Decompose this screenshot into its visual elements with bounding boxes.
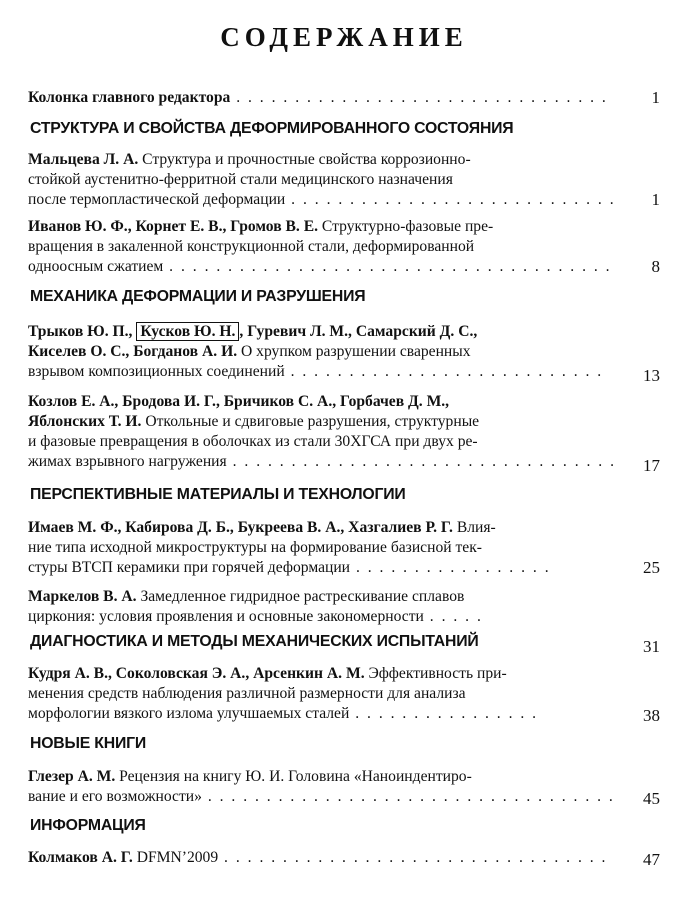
page-number: 47 (643, 850, 660, 869)
entry-title: DFMN’2009 (132, 849, 219, 866)
toc-entry-editor-column (28, 88, 608, 108)
page-number: 8 (651, 257, 660, 276)
entry-title: О хрупком разрушении сваренных (237, 343, 471, 360)
leader-dots: . . . . . . . . . . . . . . . . . . . . . . . . . . . . . . . . (230, 89, 608, 106)
entry-authors: Мальцева Л. А. (28, 151, 139, 168)
toc-entry-line (28, 767, 472, 787)
entry-authors: Киселев О. С., Богданов А. И. (28, 343, 238, 360)
entry-title: Рецензия на книгу Ю. И. Головина «Наноиндентиро- (115, 768, 472, 785)
entry-title: Откольные и сдвиговые разрушения, структурные (141, 413, 480, 430)
page-number: 38 (643, 706, 660, 725)
toc-entry-line: жимах взрывного нагружения . . . . . . . . . . . . . . . . . . . . . . . . . . . . . . . . . (28, 453, 616, 470)
leader-dots: . . . . . . . . . . . . . . . . . . . . . . . . . . . . . . . . . . . . . . (163, 258, 612, 275)
leader-dots: . . . . . (423, 608, 483, 625)
toc-entry-line (28, 150, 471, 170)
entry-authors: Трыков Ю. П., (28, 323, 133, 340)
entry-authors: Козлов Е. А., Бродова И. Г., Бричиков С. А., Горбачев Д. М., (28, 393, 450, 410)
section-heading: НОВЫЕ КНИГИ (30, 735, 147, 752)
toc-entry-line: вание и его возможности» . . . . . . . . . . . . . . . . . . . . . . . . . . . . . . . . . . . (28, 788, 615, 805)
entry-authors: Иванов Ю. Ф., Корнет Е. В., Громов В. Е. (28, 218, 319, 235)
toc-entry-line (28, 587, 464, 607)
page-number: 13 (643, 366, 660, 385)
page-title: СОДЕРЖАНИЕ (220, 22, 468, 52)
entry-authors: Кудря А. В., Соколовская Э. А., Арсенкин А. М. (28, 665, 365, 682)
section-heading: ИНФОРМАЦИЯ (30, 817, 146, 834)
entry-title: Эффективность при- (364, 665, 507, 682)
toc-entry-line (28, 664, 507, 684)
entry-authors: Колмаков А. Г. (28, 849, 133, 866)
page-number: 45 (643, 789, 660, 808)
leader-dots: . . . . . . . . . . . . . . . . . . . . . . . . . . . . . . . . . (218, 849, 608, 866)
section-heading: СТРУКТУРА И СВОЙСТВА ДЕФОРМИРОВАННОГО СОСТОЯНИЯ (30, 120, 514, 137)
entry-authors: Имаев М. Ф., Кабирова Д. Б., Букреева В. А., Хазгалиев Р. Г. (28, 519, 453, 536)
toc-entry-line: ние типа исходной микроструктуры на формирование базисной тек- (28, 539, 482, 556)
toc-entry-line: менения средств наблюдения различной размерности для анализа (28, 685, 466, 702)
entry-authors: , Гуревич Л. М., Самарский Д. С., (239, 323, 478, 340)
leader-dots: . . . . . . . . . . . . . . . . . . . . . . . . . . . . (285, 191, 616, 208)
section-heading: ПЕРСПЕКТИВНЫЕ МАТЕРИАЛЫ И ТЕХНОЛОГИИ (30, 486, 406, 503)
page-number: 17 (643, 456, 660, 475)
leader-dots: . . . . . . . . . . . . . . . . . . . . . . . . . . . (284, 363, 604, 380)
section-heading: МЕХАНИКА ДЕФОРМАЦИИ И РАЗРУШЕНИЯ (30, 288, 366, 305)
toc-entry-line: и фазовые превращения в оболочках из стали 30ХГСА при двух ре- (28, 433, 478, 450)
entry-title: Замедленное гидридное растрескивание сплавов (136, 588, 465, 605)
entry-authors: Яблонских Т. И. (28, 413, 142, 430)
leader-dots: . . . . . . . . . . . . . . . . . (350, 559, 551, 576)
toc-entry-line: стойкой аустенитно-ферритной стали медицинского назначения (28, 171, 453, 188)
entry-authors: Маркелов В. А. (28, 588, 137, 605)
page-number: 31 (643, 637, 660, 656)
toc-entry-line (28, 518, 496, 538)
entry-title: Структура и прочностные свойства коррозионно- (138, 151, 471, 168)
boxed-author: Кусков Ю. Н. (136, 322, 239, 341)
entry-authors: Глезер А. М. (28, 768, 116, 785)
entry-title: Влия- (452, 519, 496, 536)
toc-entry-line (28, 392, 449, 412)
toc-entry-line (28, 217, 493, 237)
table-of-contents (28, 0, 660, 900)
toc-entry-line (28, 412, 479, 432)
page-number: 1 (651, 88, 660, 107)
toc-entry-line: стуры ВТСП керамики при горячей деформации . . . . . . . . . . . . . . . . . (28, 559, 551, 576)
entry-title: Структурно-фазовые пре- (318, 218, 494, 235)
page-number: 25 (643, 558, 660, 577)
toc-entry-line (28, 322, 477, 342)
toc-entry-line: после термопластической деформации . . . . . . . . . . . . . . . . . . . . . . . . . . . . (28, 191, 616, 208)
toc-entry-line (28, 848, 607, 868)
toc-entry-line: взрывом композиционных соединений . . . . . . . . . . . . . . . . . . . . . . . . . . . (28, 363, 604, 380)
leader-dots: . . . . . . . . . . . . . . . . (349, 705, 539, 722)
leader-dots: . . . . . . . . . . . . . . . . . . . . . . . . . . . . . . . . . . . (201, 788, 615, 805)
leader-dots: . . . . . . . . . . . . . . . . . . . . . . . . . . . . . . . . . (226, 453, 616, 470)
toc-entry-line (28, 342, 471, 362)
section-heading: ДИАГНОСТИКА И МЕТОДЫ МЕХАНИЧЕСКИХ ИСПЫТАНИЙ (30, 633, 479, 650)
entry-title: Колонка главного редактора (28, 89, 231, 106)
toc-entry-line: циркония: условия проявления и основные закономерности . . . . . (28, 608, 483, 625)
toc-entry-line: морфологии вязкого излома улучшаемых сталей . . . . . . . . . . . . . . . . (28, 705, 539, 722)
toc-entry-line: вращения в закаленной конструкционной стали, деформированной (28, 238, 475, 255)
page-number: 1 (651, 190, 660, 209)
toc-entry-line: одноосным сжатием . . . . . . . . . . . . . . . . . . . . . . . . . . . . . . . . . . . . . . (28, 258, 612, 275)
